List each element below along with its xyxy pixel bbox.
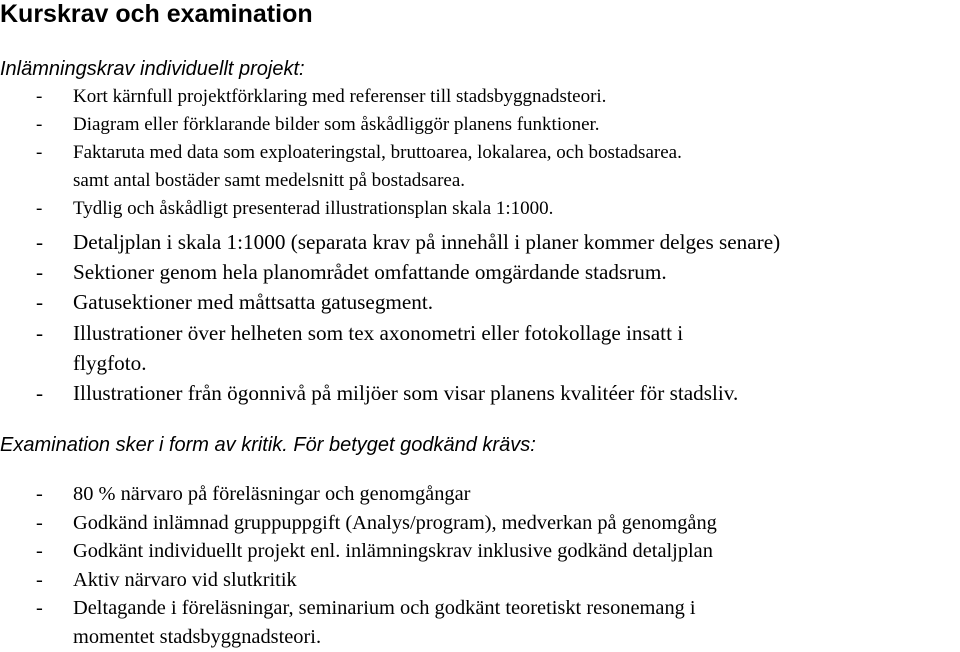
list-item-text: Gatusektioner med måttsatta gatusegment. bbox=[73, 290, 434, 315]
list-item-text: Diagram eller förklarande bilder som åskådliggör planens funktioner. bbox=[73, 114, 600, 135]
list-bullet: - bbox=[36, 568, 43, 591]
list-bullet: - bbox=[36, 597, 43, 620]
list-item bbox=[0, 537, 960, 566]
list-item bbox=[0, 623, 960, 652]
list-item bbox=[0, 257, 960, 287]
list-item bbox=[0, 167, 960, 195]
page-title: Kurskrav och examination bbox=[0, 0, 313, 28]
project-requirements-heading: Inlämningskrav individuellt projekt: bbox=[0, 58, 305, 80]
project-requirements-list-continued bbox=[0, 227, 960, 408]
list-item-text: Detaljplan i skala 1:1000 (separata krav på innehåll i planer kommer delges senare) bbox=[73, 230, 781, 254]
list-bullet: - bbox=[36, 381, 44, 406]
list-item-text: Kort kärnfull projektförklaring med referenser till stadsbyggnadsteori. bbox=[73, 86, 607, 107]
examination-heading: Examination sker i form av kritik. För betyget godkänd krävs: bbox=[0, 434, 536, 456]
list-item bbox=[0, 139, 960, 167]
list-item bbox=[0, 318, 960, 348]
list-bullet: - bbox=[36, 540, 43, 563]
list-item bbox=[0, 83, 960, 111]
list-item bbox=[0, 480, 960, 509]
list-bullet: - bbox=[36, 230, 44, 254]
list-item-text: Godkänd inlämnad gruppuppgift (Analys/program), medverkan på genomgång bbox=[73, 511, 717, 534]
list-bullet: - bbox=[36, 290, 44, 315]
list-item bbox=[0, 566, 960, 595]
list-bullet: - bbox=[36, 260, 44, 285]
list-bullet: - bbox=[36, 483, 43, 505]
list-item-text: Aktiv närvaro vid slutkritik bbox=[73, 568, 297, 591]
list-item-text: flygfoto. bbox=[73, 350, 147, 375]
list-item-text: 80 % närvaro på föreläsningar och genomgångar bbox=[73, 483, 471, 505]
list-item-text: Illustrationer över helheten som tex axonometri eller fotokollage insatt i bbox=[73, 320, 684, 345]
list-item-text: momentet stadsbyggnadsteori. bbox=[73, 625, 322, 648]
list-item bbox=[0, 195, 960, 223]
list-bullet: - bbox=[36, 198, 43, 219]
list-item-text: Sektioner genom hela planområdet omfattande omgärdande stadsrum. bbox=[73, 260, 667, 285]
list-item bbox=[0, 378, 960, 408]
project-requirements-list bbox=[0, 83, 960, 223]
examination-requirements-list bbox=[0, 480, 960, 652]
list-item-text: Godkänt individuellt projekt enl. inlämningskrav inklusive godkänd detaljplan bbox=[73, 540, 713, 563]
list-bullet: - bbox=[36, 114, 43, 135]
list-item bbox=[0, 287, 960, 317]
list-item-text: Tydlig och åskådligt presenterad illustrationsplan skala 1:1000. bbox=[73, 198, 554, 219]
list-item-text: Illustrationer från ögonnivå på miljöer som visar planens kvalitéer för stadsliv. bbox=[73, 381, 739, 406]
list-bullet: - bbox=[36, 142, 43, 163]
list-item bbox=[0, 594, 960, 623]
list-item-text: samt antal bostäder samt medelsnitt på bostadsarea. bbox=[73, 170, 466, 191]
list-bullet: - bbox=[36, 86, 43, 107]
list-item bbox=[0, 348, 960, 378]
list-bullet: - bbox=[36, 511, 43, 534]
list-item bbox=[0, 111, 960, 139]
list-item bbox=[0, 227, 960, 257]
list-item-text: Deltagande i föreläsningar, seminarium och godkänt teoretiskt resonemang i bbox=[73, 597, 696, 620]
list-item-text: Faktaruta med data som exploateringstal, bruttoarea, lokalarea, och bostadsarea. bbox=[73, 142, 682, 163]
list-bullet: - bbox=[36, 320, 44, 345]
list-item bbox=[0, 509, 960, 538]
